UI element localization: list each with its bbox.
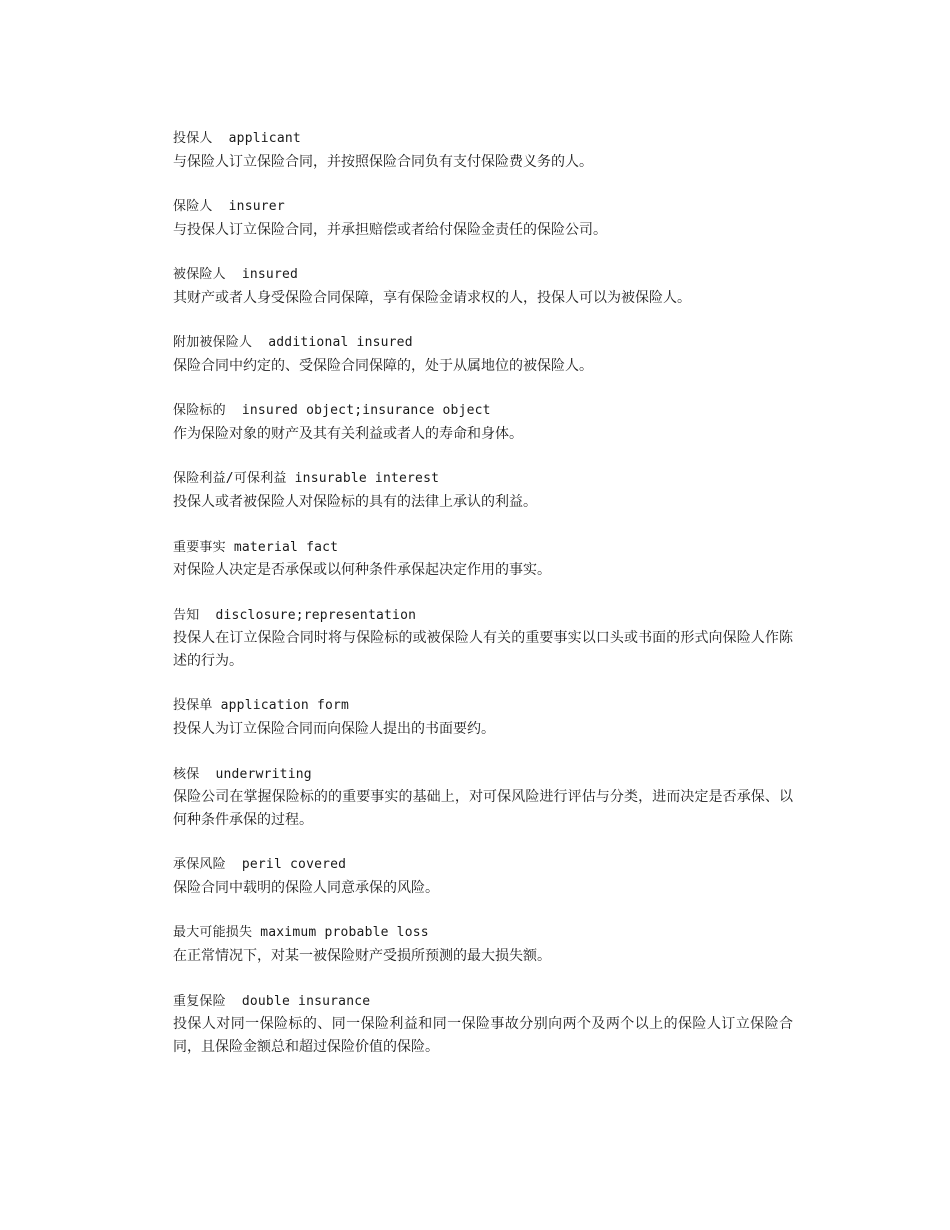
entry-definition: 在正常情况下，对某一被保险财产受损所预测的最大损失额。 bbox=[173, 948, 551, 965]
entry-definition: 其财产或者人身受保险合同保障，享有保险金请求权的人，投保人可以为被保险人。 bbox=[173, 289, 691, 306]
entry-term: 保险利益/可保利益 insurable interest bbox=[173, 471, 440, 487]
glossary-entry bbox=[173, 400, 793, 445]
entry-term: 核保 underwriting bbox=[173, 766, 312, 782]
glossary-entry bbox=[173, 264, 793, 309]
glossary-entry bbox=[173, 854, 793, 899]
entry-term: 重要事实 material fact bbox=[173, 539, 339, 555]
entry-definition: 与投保人订立保险合同，并承担赔偿或者给付保险金责任的保险公司。 bbox=[173, 221, 607, 238]
entry-term: 承保风险 peril covered bbox=[173, 857, 347, 873]
glossary-entry bbox=[173, 922, 793, 967]
entry-term: 被保险人 insured bbox=[173, 267, 299, 283]
glossary-entry bbox=[173, 537, 793, 582]
entry-definition: 投保人在订立保险合同时将与保险标的或被保险人有关的重要事实以口头或书面的形式向保险人作陈述的行为。 bbox=[173, 630, 793, 670]
glossary-entry bbox=[173, 128, 793, 173]
entry-definition: 保险合同中载明的保险人同意承保的风险。 bbox=[173, 880, 439, 897]
glossary-entry bbox=[173, 695, 793, 740]
entry-term: 重复保险 double insurance bbox=[173, 993, 371, 1009]
entry-term: 告知 disclosure;representation bbox=[173, 607, 417, 623]
entry-definition: 保险公司在掌握保险标的的重要事实的基础上，对可保风险进行评估与分类，进而决定是否承保、以何种条件承保的过程。 bbox=[173, 789, 793, 828]
entry-term: 保险标的 insured object;insurance object bbox=[173, 403, 491, 419]
entry-definition: 对保险人决定是否承保或以何种条件承保起决定作用的事实。 bbox=[173, 562, 551, 579]
entry-definition: 投保人为订立保险合同而向保险人提出的书面要约。 bbox=[173, 721, 495, 738]
entry-term: 保险人 insurer bbox=[173, 199, 285, 215]
glossary-entry bbox=[173, 332, 793, 377]
glossary-document bbox=[173, 128, 793, 1081]
glossary-entry bbox=[173, 468, 793, 513]
glossary-entry bbox=[173, 605, 793, 673]
entry-term: 最大可能损失 maximum probable loss bbox=[173, 925, 429, 941]
entry-definition: 保险合同中约定的、受保险合同保障的，处于从属地位的被保险人。 bbox=[173, 357, 593, 374]
entry-definition: 投保人或者被保险人对保险标的具有的法律上承认的利益。 bbox=[173, 494, 537, 511]
entry-term: 投保人 applicant bbox=[173, 131, 301, 146]
entry-definition: 与保险人订立保险合同，并按照保险合同负有支付保险费义务的人。 bbox=[173, 153, 593, 170]
glossary-entry bbox=[173, 196, 793, 241]
entry-term: 投保单 application form bbox=[173, 698, 350, 714]
entry-definition: 投保人对同一保险标的、同一保险利益和同一保险事故分别向两个及两个以上的保险人订立保险合同，且保险金额总和超过保险价值的保险。 bbox=[173, 1016, 793, 1055]
glossary-entry bbox=[173, 991, 793, 1059]
entry-term: 附加被保险人 additional insured bbox=[173, 335, 413, 351]
glossary-entry bbox=[173, 764, 793, 832]
entry-definition: 作为保险对象的财产及其有关利益或者人的寿命和身体。 bbox=[173, 426, 523, 443]
